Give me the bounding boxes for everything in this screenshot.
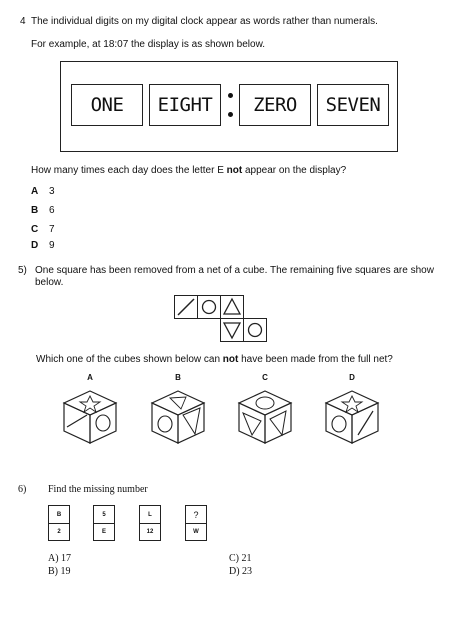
number-box-3-bottom: 12 [146, 528, 154, 535]
q5-number: 5) [18, 265, 27, 276]
q4-number: 4 [20, 16, 26, 27]
triangle-icon [243, 413, 261, 435]
number-box-1-bottom: 2 [57, 528, 61, 535]
cube-a [60, 387, 120, 447]
circle-icon [244, 319, 266, 341]
triangle-down-icon [221, 319, 243, 341]
q4-option-value-b: 6 [49, 205, 55, 216]
q4-option-letter-a: A [31, 186, 39, 197]
number-box-2-bottom: E [101, 528, 106, 535]
q5-question [36, 354, 393, 366]
circle-icon [96, 415, 110, 431]
number-box-2 [93, 505, 115, 541]
q5-question-bold: not [222, 354, 239, 365]
number-box-4 [185, 505, 207, 541]
q4-question-bold: not [226, 165, 243, 176]
q5-question-pre: Which one of the cubes shown below can [36, 354, 223, 365]
q4-option-letter-b: B [31, 205, 39, 216]
q4-option-value-a: 3 [49, 186, 55, 197]
q4-question [31, 165, 346, 177]
q4-question-pre: How many times each day does the letter E [31, 165, 227, 176]
q4-example: For example, at 18:07 the display is as shown below. [31, 39, 266, 50]
circle-icon [256, 397, 274, 409]
clock-word-hour-tens: ONE [71, 84, 143, 126]
net-square-diagonal-line [174, 295, 198, 319]
clock-word-hour-units: EIGHT [149, 84, 221, 126]
clock-word-minute-units: SEVEN [317, 84, 389, 126]
circle-icon [158, 416, 172, 432]
cube-label-a: A [87, 373, 93, 382]
q4-option-letter-d: D [31, 240, 39, 251]
q6-option-b: B) 19 [48, 566, 71, 577]
q5-stem-line2: below. [35, 277, 64, 288]
q4-option-value-c: 7 [49, 224, 55, 235]
triangle-up-icon [221, 296, 243, 318]
triangle-icon [270, 411, 286, 435]
clock-colon-bottom-dot [228, 112, 233, 117]
q6-stem: Find the missing number [48, 484, 148, 495]
q6-option-d: D) 23 [229, 566, 253, 577]
number-box-1 [48, 505, 70, 541]
net-square-circle [197, 295, 221, 319]
cube-d [322, 387, 382, 447]
net-square-triangle-up [220, 295, 244, 319]
q4-option-value-d: 9 [49, 240, 55, 251]
cube-c [235, 387, 295, 447]
cube-label-c: C [262, 373, 268, 382]
net-square-triangle-down [220, 318, 244, 342]
q4-stem: The individual digits on my digital clock appear as words rather than numerals. [31, 16, 378, 27]
diagonal-line-icon [175, 296, 197, 318]
number-box-3 [139, 505, 161, 541]
circle-icon [332, 416, 346, 432]
cube-label-d: D [349, 373, 355, 382]
cube-label-b: B [175, 373, 181, 382]
number-box-1-top: B [49, 506, 69, 524]
cube-b [148, 387, 208, 447]
circle-icon [198, 296, 220, 318]
triangle-icon [170, 397, 186, 409]
clock-colon-top-dot [228, 93, 233, 98]
star-icon [80, 396, 100, 412]
q6-number: 6) [18, 484, 27, 495]
diagonal-line-icon [67, 415, 87, 427]
q5-question-post: have been made from the full net? [238, 354, 393, 365]
clock-word-minute-tens: ZERO [239, 84, 311, 126]
number-box-2-top: 5 [94, 506, 114, 524]
q5-stem-line1: One square has been removed from a net of a cube. The remaining five squares are show [35, 265, 434, 276]
q4-option-letter-c: C [31, 224, 39, 235]
q4-question-post: appear on the display? [242, 165, 347, 176]
number-box-3-top: L [140, 506, 160, 524]
star-icon [342, 396, 362, 412]
number-box-4-top: ? [186, 506, 206, 524]
number-box-4-bottom: W [193, 528, 199, 535]
q6-option-a: A) 17 [48, 553, 72, 564]
q6-option-c: C) 21 [229, 553, 252, 564]
diagonal-line-icon [358, 411, 373, 435]
net-square-circle-2 [243, 318, 267, 342]
